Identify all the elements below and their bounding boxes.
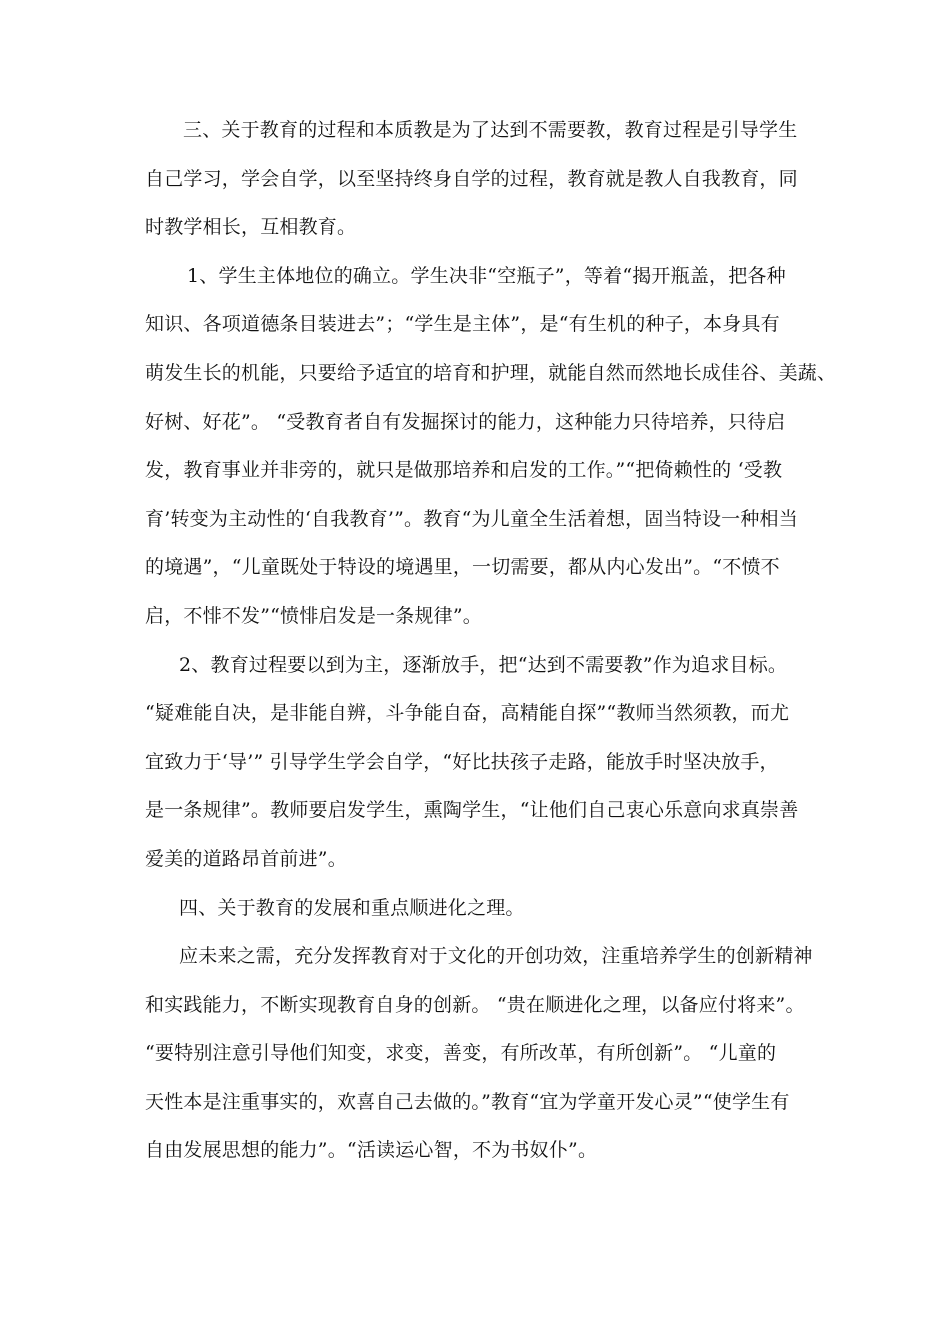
paragraph-heading-3-line-1: 三、关于教育的过程和本质教是为了达到不需要教，教育过程是引导学生 bbox=[183, 119, 798, 141]
paragraph-2-line-5: 爱美的道路昂首前进”。 bbox=[145, 847, 347, 870]
paragraph-heading-4: 四、关于教育的发展和重点顺进化之理。 bbox=[179, 896, 525, 919]
paragraph-4-line-2: 和实践能力，不断实现教育自身的创新。 “贵在顺进化之理，以备应付将来”。 bbox=[145, 993, 805, 1016]
paragraph-1-line-8: 启，不悱不发”“愤悱启发是一条规律”。 bbox=[145, 604, 482, 627]
paragraph-1-line-7: 的境遇”，“儿童既处于特设的境遇里，一切需要，都从内心发出”。“不愤不 bbox=[145, 556, 780, 579]
paragraph-1-line-4: 好树、好花”。 “受教育者自有发掘探讨的能力，这种能力只待培养，只待启 bbox=[145, 410, 786, 433]
paragraph-heading-3-line-2: 自己学习，学会自学，以至坚持终身自学的过程，教育就是教人自我教育，同 bbox=[145, 167, 798, 190]
paragraph-1-line-5: 发，教育事业并非旁的，就只是做那培养和启发的工作。”“把倚赖性的 ‘受教 bbox=[145, 459, 783, 482]
paragraph-heading-3-line-3: 时教学相长，互相教育。 bbox=[145, 216, 357, 239]
paragraph-2-line-3: 宜致力于‘导’” 引导学生学会自学，“好比扶孩子走路，能放手时坚决放手， bbox=[145, 750, 779, 773]
document-body bbox=[145, 118, 837, 1187]
paragraph-2-line-1: 2、教育过程要以到为主，逐渐放手，把“达到不需要教”作为追求目标。 bbox=[179, 653, 788, 676]
paragraph-1-line-6: 育’转变为主动性的‘自我教育’”。教育“为儿童全生活着想，固当特设一种相当 bbox=[145, 507, 798, 530]
paragraph-1-line-3: 萌发生长的机能，只要给予适宜的培育和护理，就能自然而然地长成佳谷、美蔬、 bbox=[145, 361, 837, 384]
paragraph-4-line-1: 应未来之需，充分发挥教育对于文化的开创功效，注重培养学生的创新精神 bbox=[179, 945, 813, 968]
paragraph-2-line-2: “疑难能自决，是非能自辨，斗争能自奋，高精能自探”“教师当然须教，而尤 bbox=[145, 702, 790, 725]
paragraph-2-line-4: 是一条规律”。教师要启发学生，熏陶学生，“让他们自己衷心乐意向求真崇善 bbox=[145, 799, 799, 822]
paragraph-1-line-1: 1、学生主体地位的确立。学生决非“空瓶子”，等着“揭开瓶盖，把各种 bbox=[187, 264, 786, 287]
paragraph-4-line-5: 自由发展思想的能力”。“活读运心智，不为书奴仆”。 bbox=[145, 1139, 598, 1162]
paragraph-4-line-3: “要特别注意引导他们知变，求变，善变，有所改革，有所创新”。 “儿童的 bbox=[145, 1042, 777, 1065]
paragraph-1-line-2: 知识、各项道德条目装进去”；“学生是主体”，是“有生机的种子，本身具有 bbox=[145, 313, 780, 336]
paragraph-4-line-4: 天性本是注重事实的，欢喜自己去做的。”教育“宜为学童开发心灵”“使学生有 bbox=[145, 1090, 790, 1113]
